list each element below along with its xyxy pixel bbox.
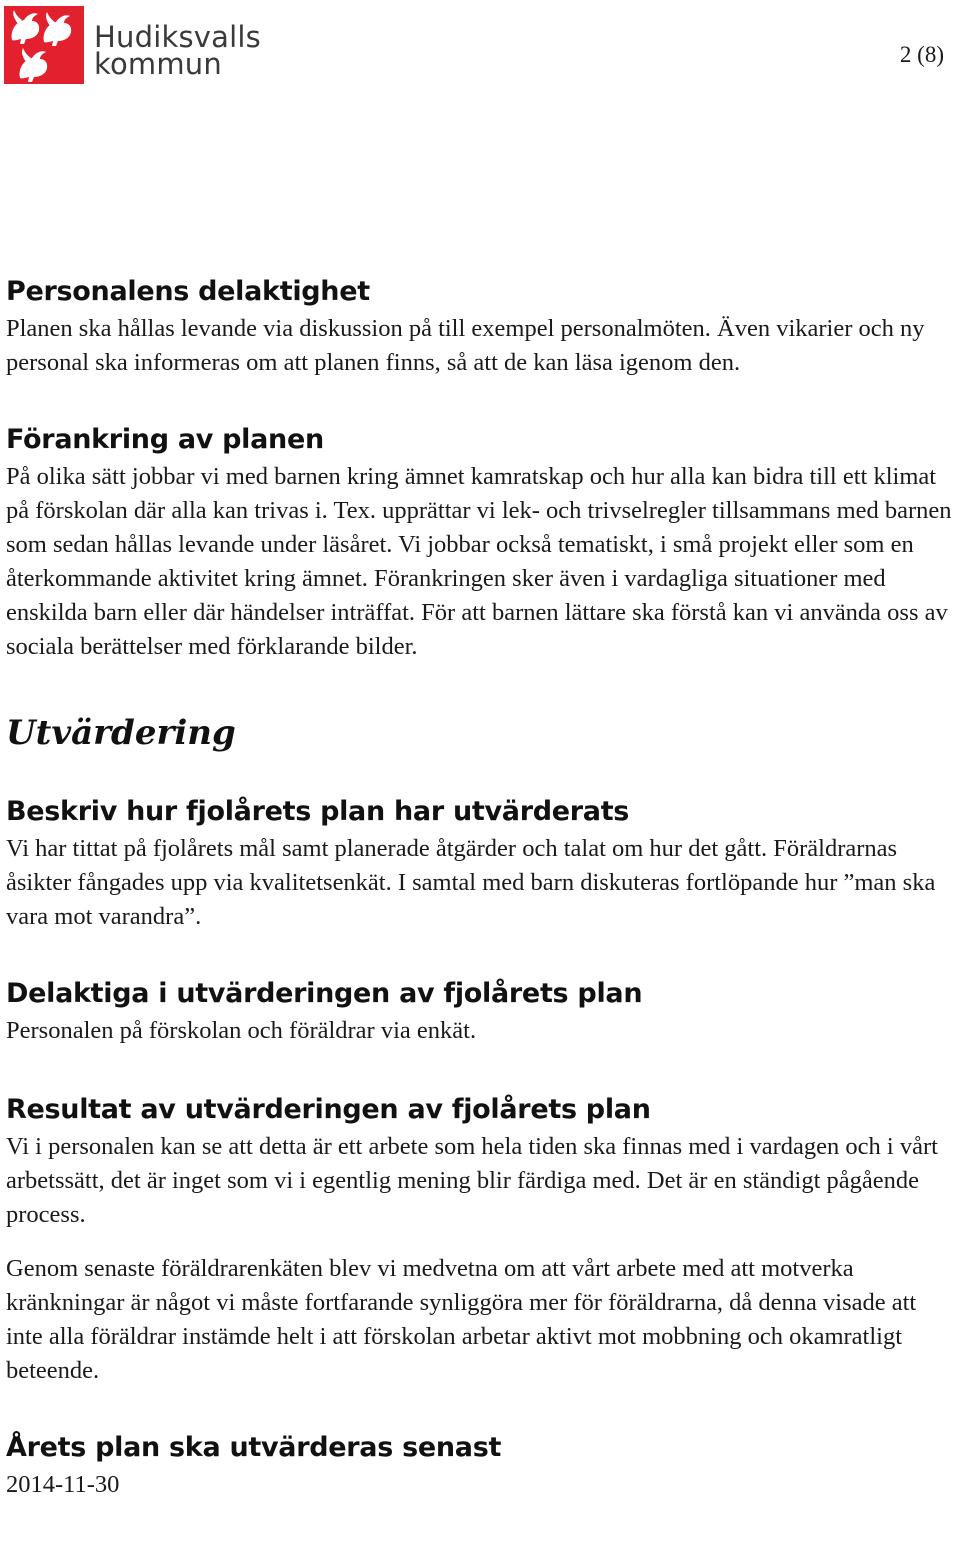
page-number: 2 (8) (899, 42, 944, 67)
logo-line-1: Hudiksvalls (94, 20, 261, 54)
evaluation-date: 2014-11-30 (6, 1471, 120, 1498)
paragraph-personalens-delaktighet: Planen ska hållas levande via diskussion på till exempel personalmöten. Även vikarier och ny personal ska informeras om att planen finns, så att de kan läsa igenom den. (6, 315, 925, 376)
logo-line-2: kommun (94, 47, 222, 81)
page-header (0, 0, 960, 100)
paragraph-resultat-2: Genom senaste föräldrarenkäten blev vi medvetna om att vårt arbete med att motverka kränkningar är något vi måste fortfarande synliggöra mer för föräldrarna, då denna visade att inte alla föräldrar instämde helt i att förskolan arbetar aktivt mot mobbning och okamratligt beteende. (6, 1255, 917, 1384)
paragraph-delaktiga: Personalen på förskolan och föräldrar via enkät. (6, 1017, 477, 1044)
heading-beskriv: Beskriv hur fjolårets plan har utvärderats (6, 796, 630, 827)
paragraph-forankring: På olika sätt jobbar vi med barnen kring ämnet kamratskap och hur alla kan bidra till ett klimat på förskolan där alla kan trivas i. Tex. upprättar vi lek- och trivselregler tillsammans med barnen som sedan hållas levande under läsåret. Vi jobbar också tematiskt, i små projekt eller som en återkommande aktivitet kring ämnet. Förankringen sker även i vardagliga situationer med enskilda barn eller där händelser inträffat. För att barnen lättare ska förstå kan vi använda oss av sociala berättelser med förklarande bilder. (6, 463, 952, 660)
paragraph-beskriv: Vi har tittat på fjolårets mål samt planerade åtgärder och talat om hur det gått. Föräldrarnas åsikter fångades upp via kvalitetsenkät. I samtal med barn diskuteras fortlöpande hur ”man ska vara mot varandra”. (6, 835, 936, 930)
heading-forankring: Förankring av planen (6, 424, 324, 455)
heading-arets-plan: Årets plan ska utvärderas senast (6, 1432, 502, 1463)
heading-delaktiga: Delaktiga i utvärderingen av fjolårets plan (6, 978, 643, 1009)
municipality-name (94, 20, 261, 81)
heading-utvardering: Utvärdering (6, 713, 236, 753)
heading-personalens-delaktighet: Personalens delaktighet (6, 276, 370, 307)
paragraph-resultat-1: Vi i personalen kan se att detta är ett arbete som hela tiden ska finnas med i vardagen och i vårt arbetssätt, det är inget som vi i egentlig mening blir färdiga med. Det är en ständigt pågående process. (6, 1133, 938, 1228)
heading-resultat: Resultat av utvärderingen av fjolårets plan (6, 1094, 651, 1125)
municipality-logo-mark (4, 6, 84, 84)
document-body (6, 272, 958, 1502)
goat-logo-icon (4, 6, 84, 84)
